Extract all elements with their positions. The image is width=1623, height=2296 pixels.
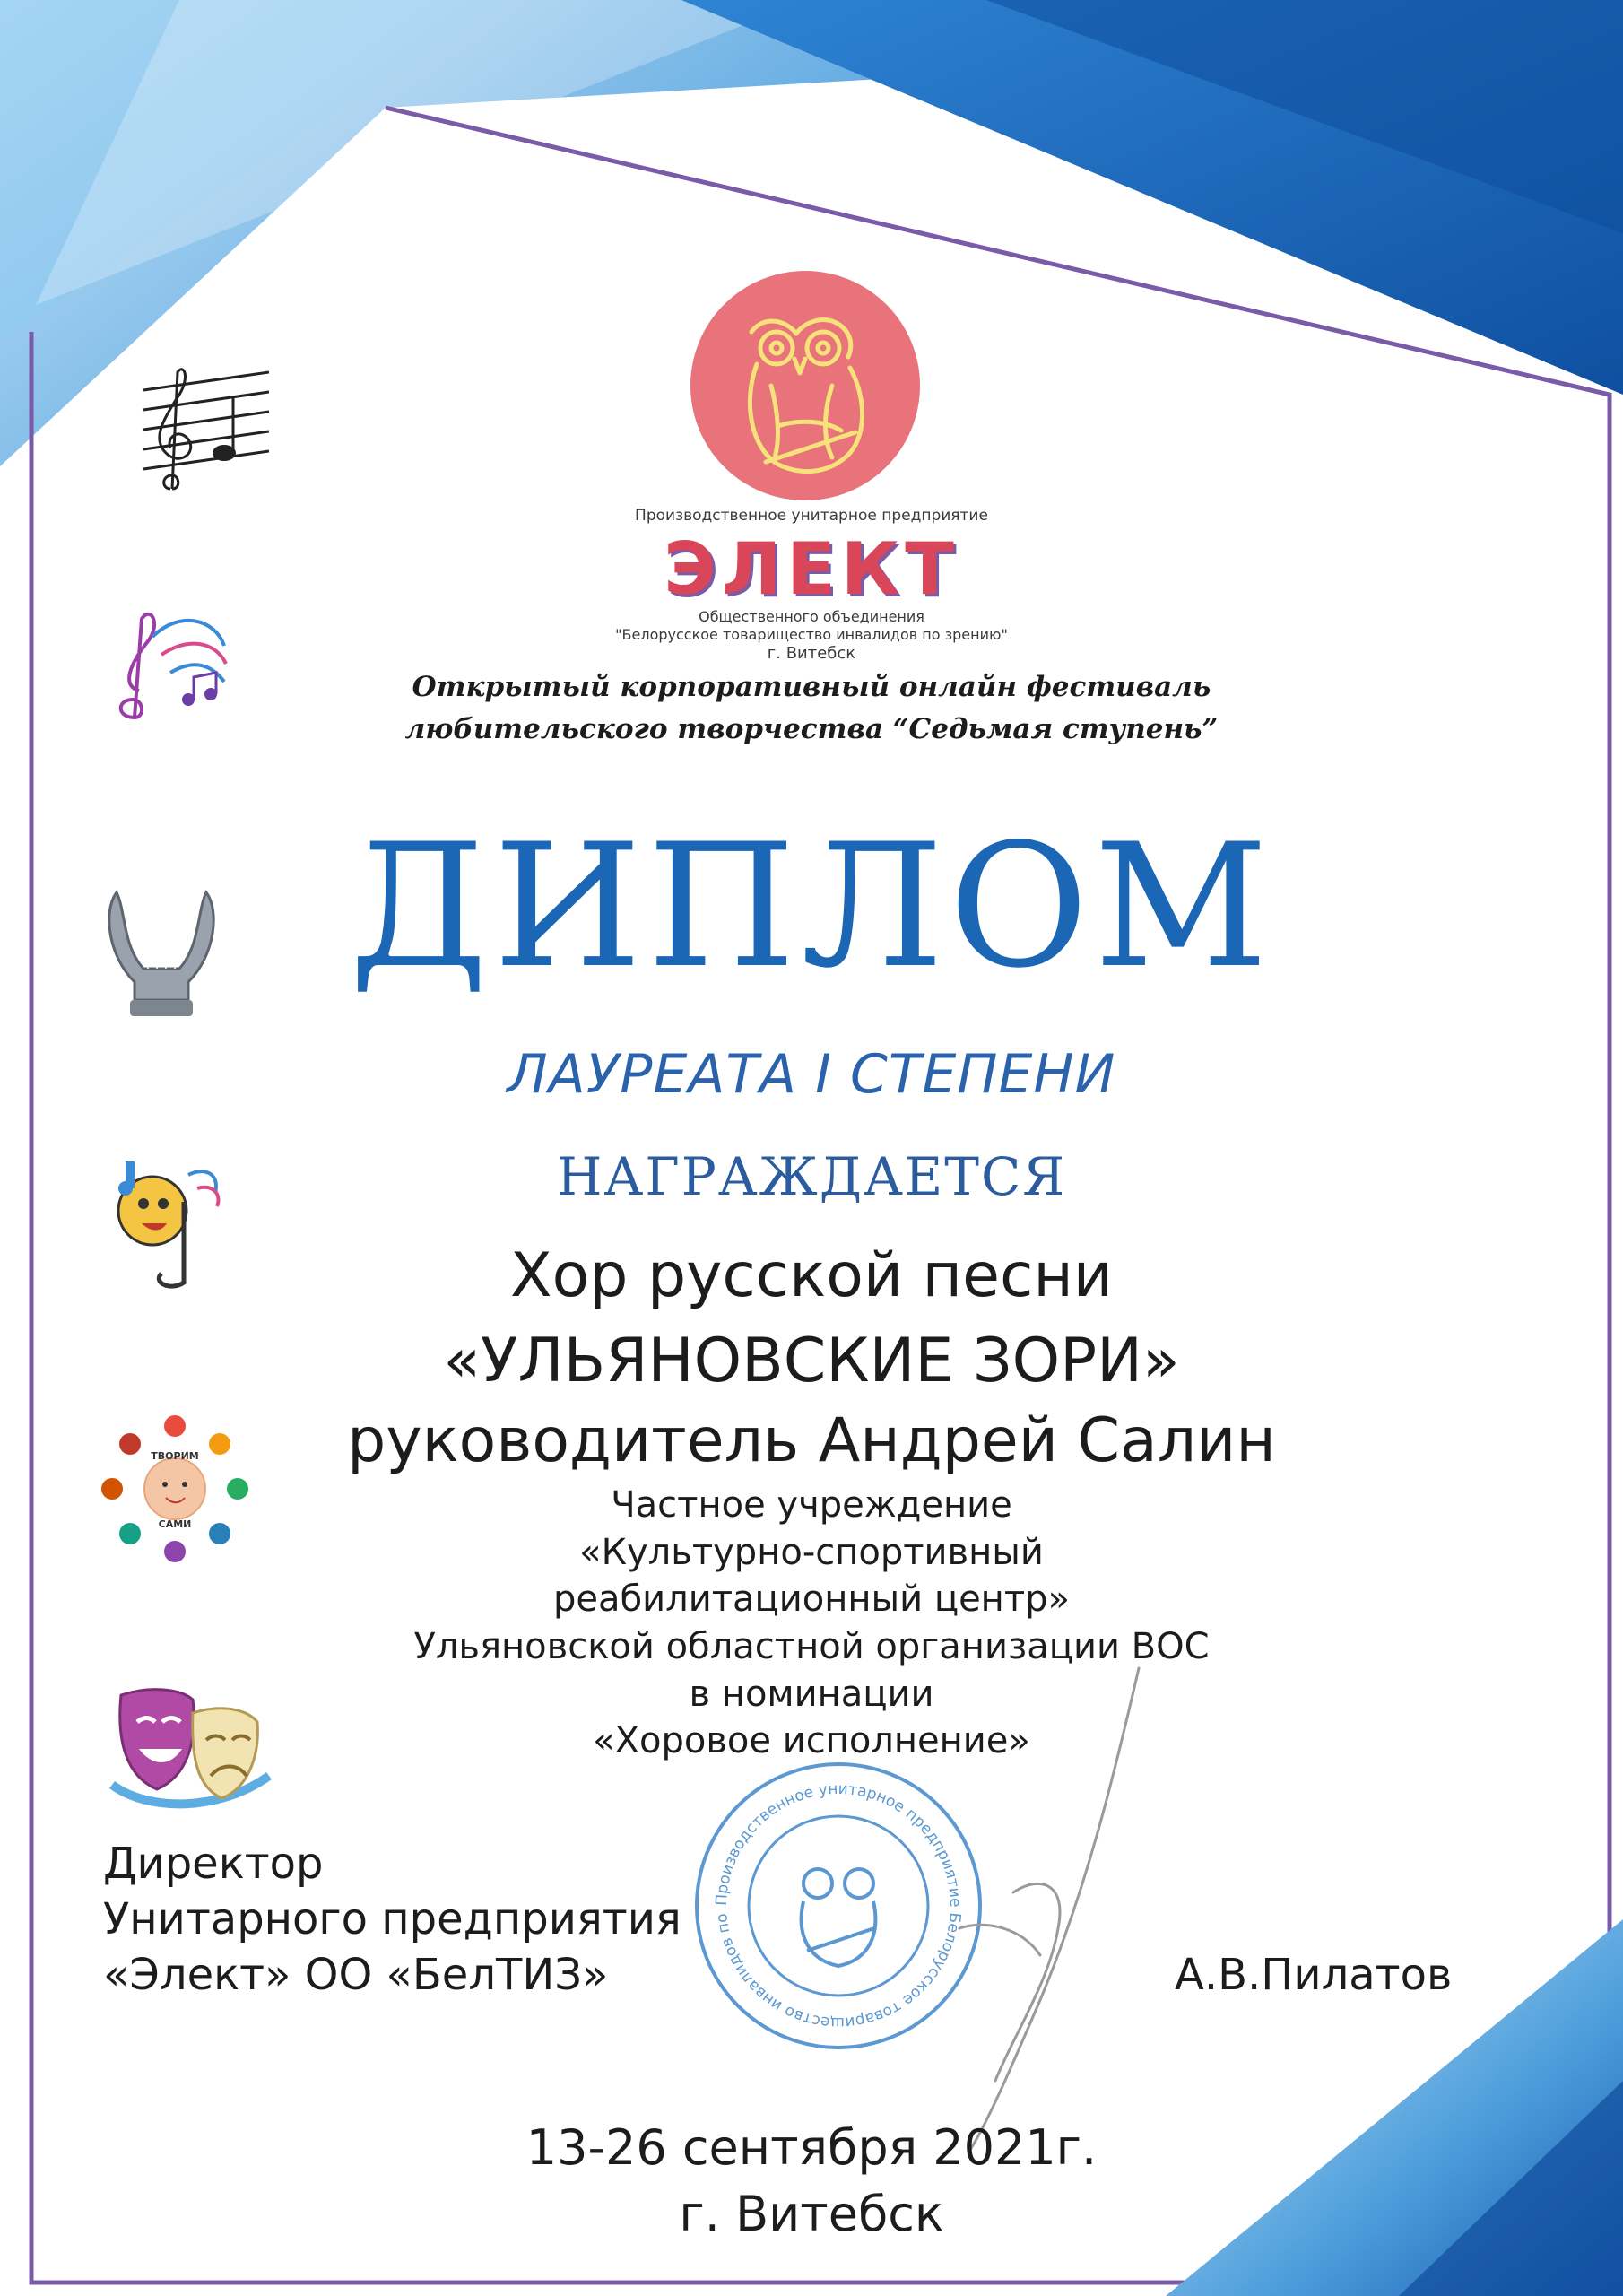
laureate-line: ЛАУРЕАТА I СТЕПЕНИ <box>507 1043 1116 1106</box>
treble-clef-staff-icon <box>126 354 269 498</box>
owl-logo <box>689 269 922 502</box>
festival-line-1: Открытый корпоративный онлайн фестиваль <box>412 671 1211 703</box>
signatory-name: А.В.Пилатов <box>1175 1950 1453 2000</box>
handwritten-signature <box>906 1659 1175 2161</box>
recipient-line-2: «УЛЬЯНОВСКИЕ ЗОРИ» <box>443 1326 1180 1396</box>
organization-line-1: Частное учреждение <box>611 1484 1012 1526</box>
organization-line-4: Ульяновской областной организации ВОС <box>413 1626 1210 1667</box>
awarded-line: НАГРАЖДАЕТСЯ <box>556 1146 1067 1207</box>
recipient-line-3: руководитель Андрей Салин <box>347 1405 1276 1476</box>
lyre-icon <box>94 874 229 1027</box>
signature-title-1: Директор <box>103 1839 324 1889</box>
svg-text:Производственное унитарное пре: Производственное унитарное предприятие Белорусское товарищество инвалидов по <box>712 1779 965 2032</box>
singing-note-icon <box>99 1148 233 1300</box>
organization-line-6: «Хоровое исполнение» <box>593 1720 1030 1761</box>
city-line: г. Витебск <box>679 2186 944 2242</box>
side-logo-top-word: ТВОРИМ <box>151 1450 199 1462</box>
logo-brand <box>0 527 1623 611</box>
brand-wordmark: ЭЛЕКТ <box>664 527 959 611</box>
festival-line-2: любительского творчества “Седьмая ступень” <box>404 713 1219 745</box>
signature-title-3: «Элект» ОО «БелТИЗ» <box>103 1950 609 2000</box>
logo-city: г. Витебск <box>767 644 856 663</box>
logo-top-line: Производственное унитарное предприятие <box>635 507 988 525</box>
organization-line-5: в номинации <box>689 1674 934 1715</box>
diploma-title: ДИПЛОМ <box>349 807 1274 1005</box>
logo-sub-line-2: "Белорусское товарищество инвалидов по зрению" <box>615 626 1008 643</box>
date-line: 13-26 сентября 2021г. <box>525 2119 1098 2176</box>
theater-masks-icon <box>103 1677 273 1821</box>
organization-line-2: «Культурно-спортивный <box>579 1532 1044 1573</box>
hands-circle-logo-icon <box>99 1413 251 1565</box>
owl-icon <box>689 269 922 502</box>
signature-title-2: Унитарного предприятия <box>103 1894 681 1944</box>
side-logo-bottom-word: САМИ <box>158 1518 192 1530</box>
recipient-line-1: Хор русской песни <box>510 1240 1113 1311</box>
organization-line-3: реабилитационный центр» <box>553 1578 1070 1620</box>
logo-sub-line-1: Общественного объединения <box>699 608 924 625</box>
music-notes-icon <box>99 601 233 735</box>
